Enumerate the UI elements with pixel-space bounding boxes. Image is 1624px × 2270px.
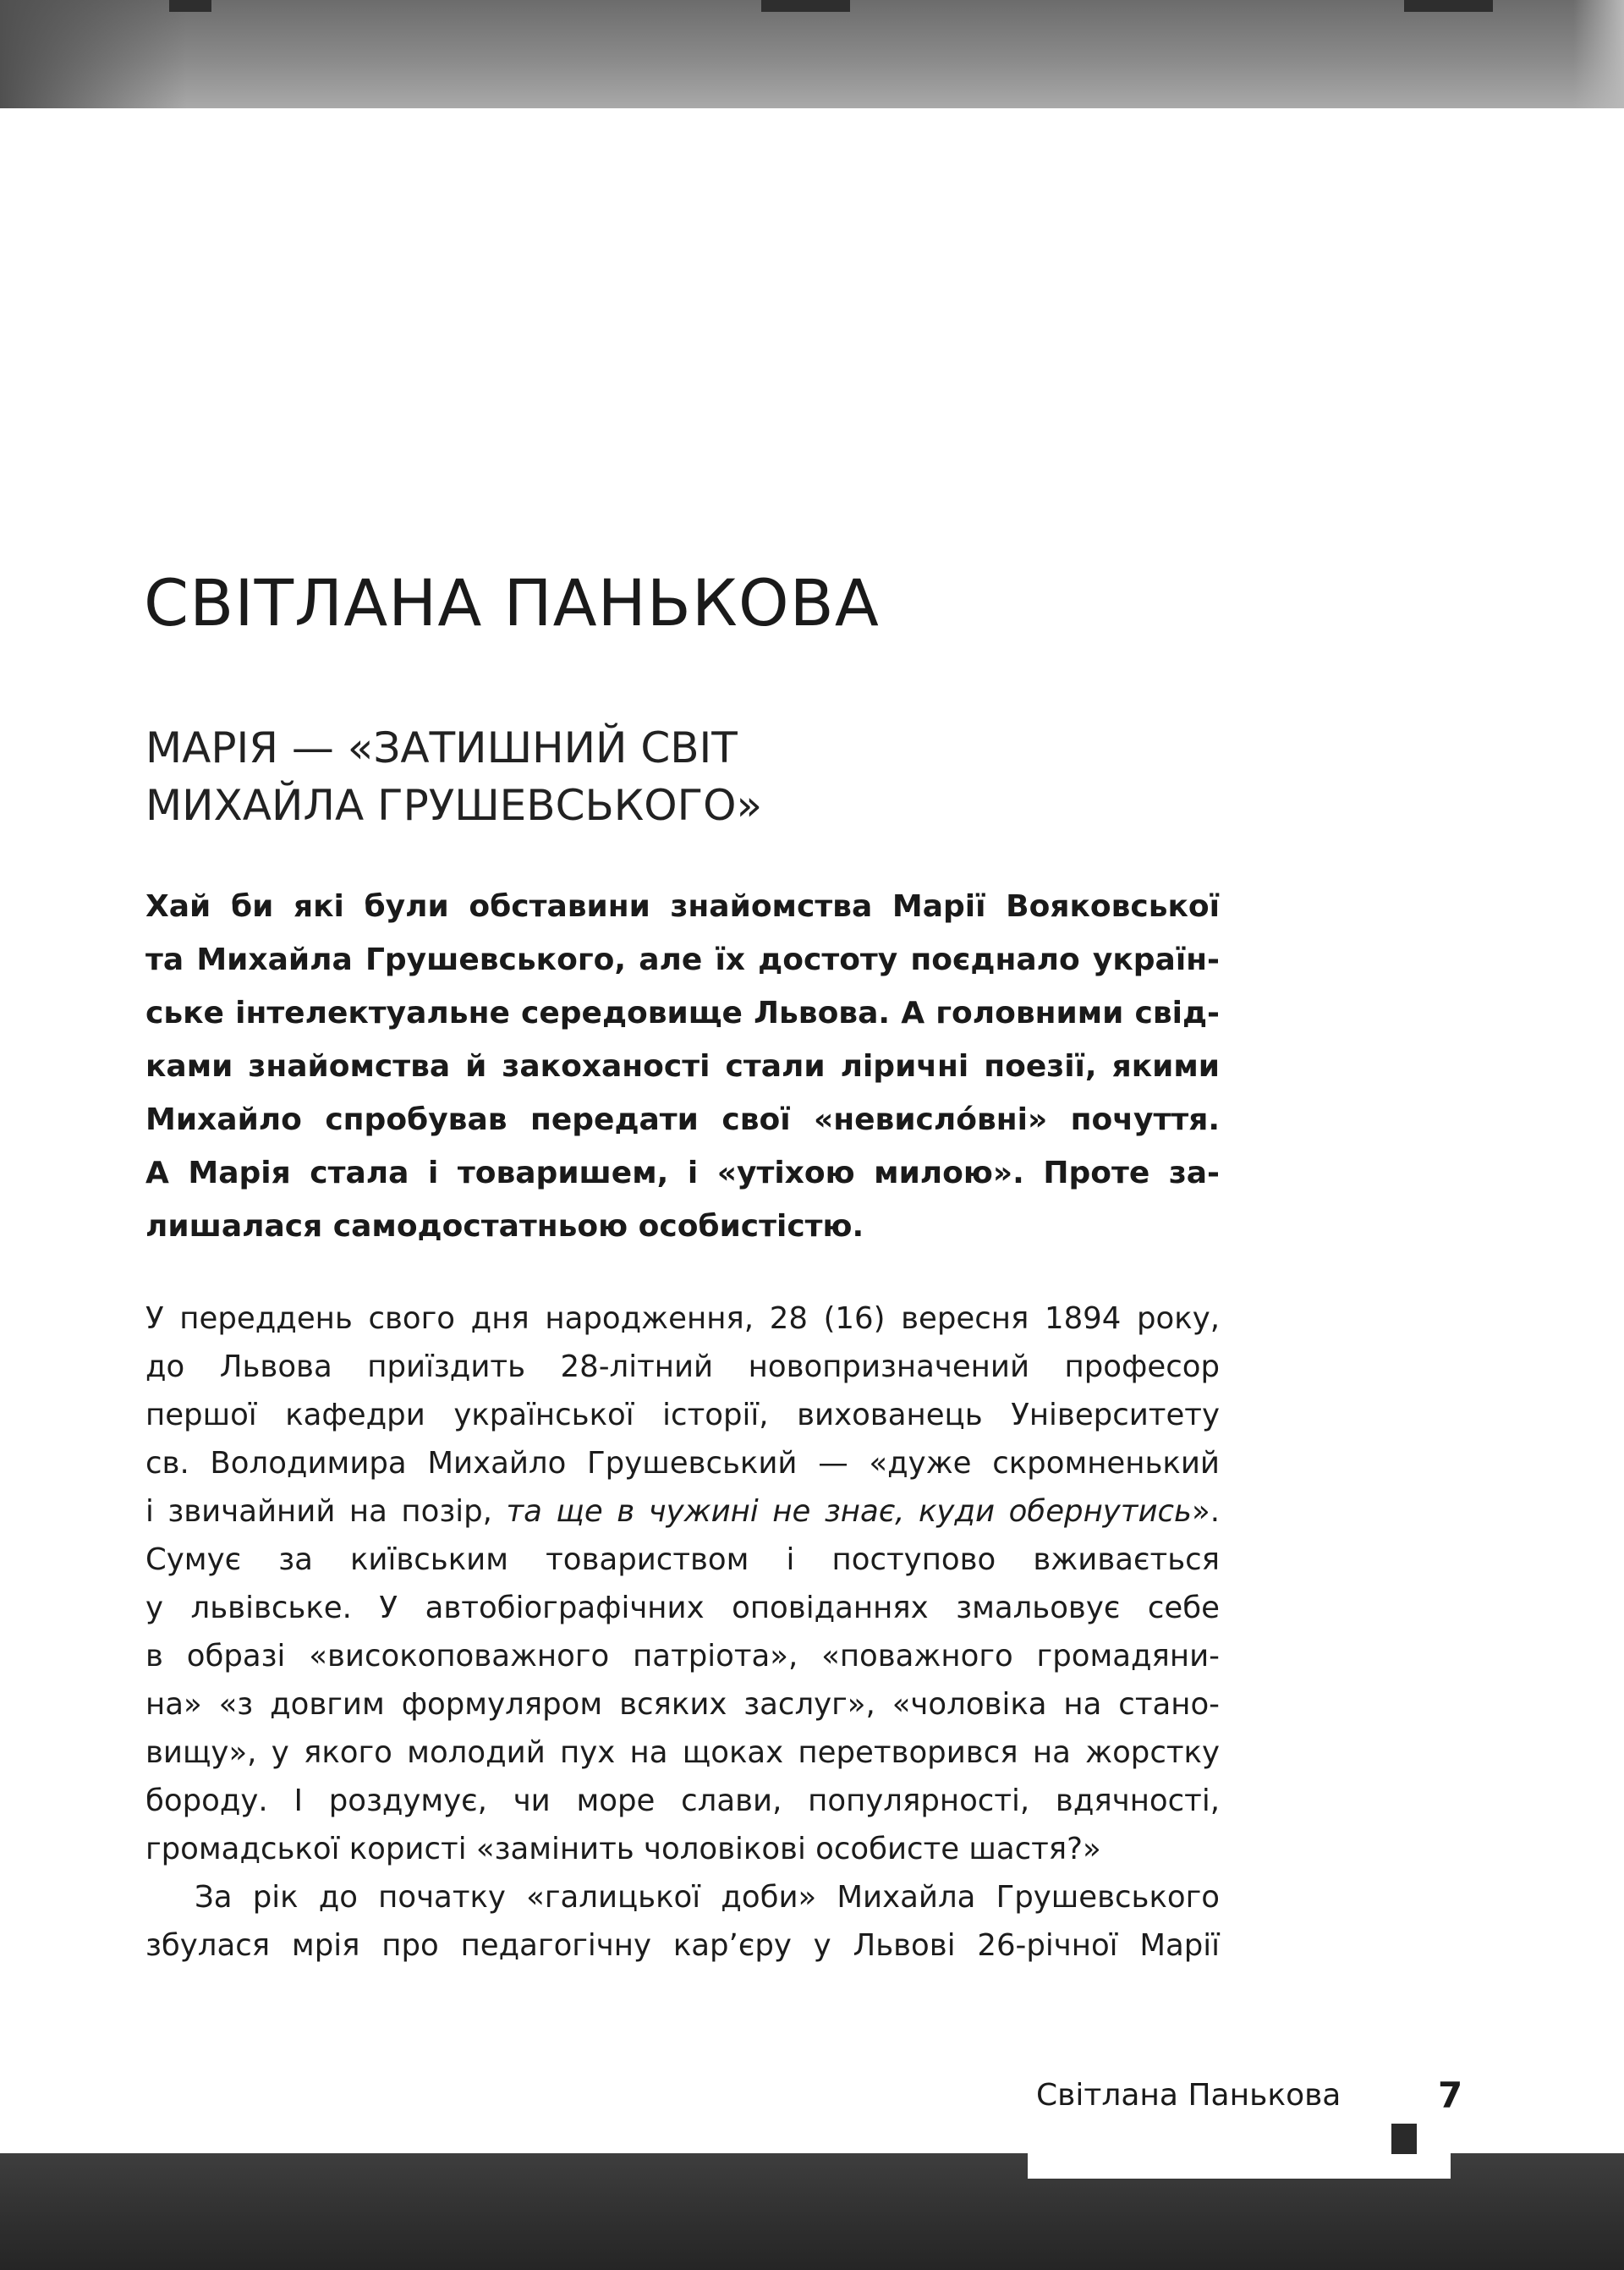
page-number: 7 <box>1438 2075 1463 2116</box>
lead-line: лишалася самодостатньою особистістю. <box>145 1209 864 1244</box>
lead-line: А Марія стала і товаришем, і «утіхою милою». Проте за- <box>145 1156 1220 1190</box>
body-line: збулася мрія про педагогічну кар’єру у Львові 26-річної Марії <box>145 1928 1220 1963</box>
body-line: вищу», у якого молодий пух на щоках перетворився на жорстку <box>145 1735 1220 1770</box>
article-title-line: МИХАЙЛА ГРУШЕВСЬКОГО» <box>145 781 763 830</box>
body-line: до Львова приїздить 28-літний новопризначений професор <box>145 1349 1220 1384</box>
lead-line: ське інтелектуальне середовище Львова. А головними свід- <box>145 996 1220 1031</box>
body-line: За рік до початку «галицької доби» Михайла Грушевського <box>195 1880 1220 1915</box>
lead-paragraph <box>145 880 1220 1253</box>
top-band-notch <box>761 0 850 12</box>
top-band-notch <box>169 0 211 12</box>
body-line-with-italic <box>145 1487 1220 1536</box>
top-band-edge <box>1573 0 1624 108</box>
body-line: св. Володимира Михайло Грушевський — «дуже скромненький <box>145 1446 1220 1481</box>
body-line: на» «з довгим формуляром всяких заслуг», «чоловіка на стано- <box>145 1687 1220 1722</box>
body-line: у львівське. У автобіографічних оповіданнях змальовує себе <box>145 1591 1220 1625</box>
body-line: Сумує за київським товариством і поступово вживається <box>145 1542 1220 1577</box>
lead-line: Хай би які були обставини знайомства Марії Вояковської <box>145 889 1220 924</box>
author-heading: СВІТЛАНА ПАНЬКОВА <box>144 565 880 640</box>
lead-line: Михайло спробував передати свої «невисло́вні» почуття. <box>145 1102 1220 1137</box>
body-line: в образі «високоповажного патріота», «поважного громадяни- <box>145 1639 1220 1674</box>
body-text-italic: та ще в чужині не знає, куди обернутись <box>506 1494 1192 1529</box>
top-decorative-band <box>0 0 1624 108</box>
body-line: громадської користі «замінить чоловікові особисте шастя?» <box>145 1832 1101 1866</box>
body-line: першої кафедри української історії, вихованець Університету <box>145 1398 1220 1432</box>
body-line: бороду. І роздумує, чи море слави, популярності, вдячності, <box>145 1784 1220 1818</box>
body-text-plain: ». <box>1191 1494 1220 1529</box>
footer-step-mark <box>1391 2124 1417 2154</box>
article-title-line: МАРІЯ — «ЗАТИШНИЙ СВІТ <box>145 723 738 772</box>
lead-line: та Михайла Грушевського, але їх достоту поєднало україн- <box>145 943 1220 977</box>
body-text <box>145 1294 1220 1970</box>
lead-line: ками знайомства й закоханості стали ліричні поезії, якими <box>145 1049 1220 1084</box>
body-line: У переддень свого дня народження, 28 (16) вересня 1894 року, <box>145 1301 1220 1336</box>
running-footer-author: Світлана Панькова <box>1036 2078 1341 2113</box>
top-band-notch <box>1404 0 1493 12</box>
article-title <box>145 719 762 834</box>
body-text-plain: і звичайний на позір, <box>145 1494 507 1529</box>
